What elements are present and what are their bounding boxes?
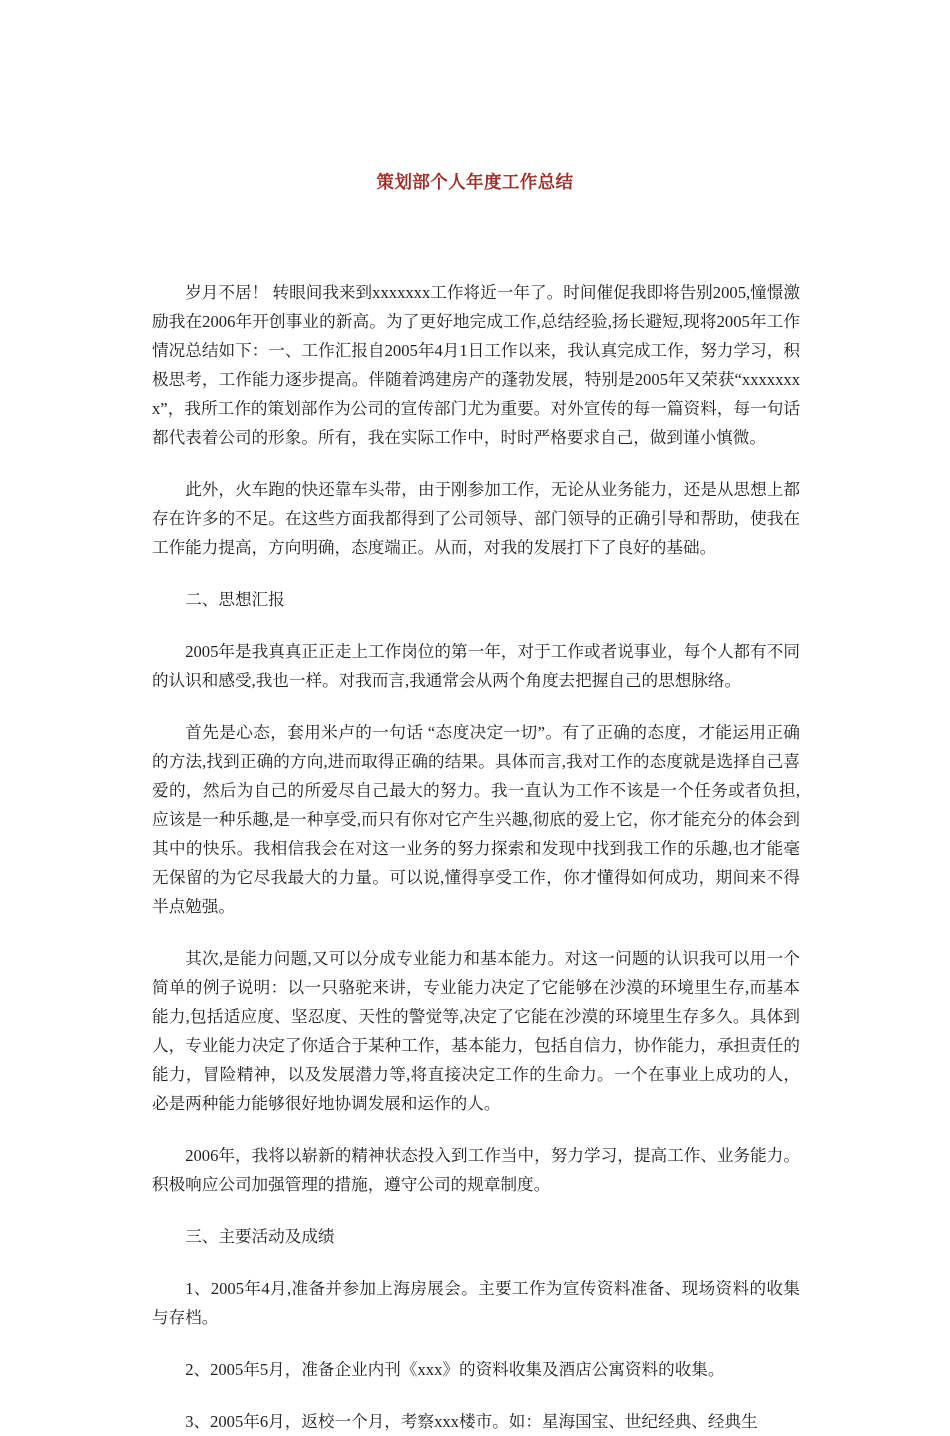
paragraph-attitude: 首先是心态，套用米卢的一句话 “态度决定一切”。有了正确的态度，才能运用正确的方法,找到正确的方向,进而取得正确的结果。具体而言,我对工作的态度就是选择自己喜爱的，然后为自己的所爱尽自己最大的努力。我一直认为工作不该是一个任务或者负担,应该是一种乐趣,是一种享受,而只有你对它产生兴趣,彻底的爱上它，你才能充分的体会到其中的快乐。我相信我会在对这一业务的努力探索和发现中找到我工作的乐趣,也才能毫无保留的为它尽我最大的力量。可以说,懂得享受工作，你才懂得如何成功，期间来不得半点勉强。 [152, 723, 800, 916]
section-heading-activities: 三、主要活动及成绩 [185, 1227, 335, 1246]
paragraph-outlook-2006: 2006年，我将以崭新的精神状态投入到工作当中，努力学习，提高工作、业务能力。积极响应公司加强管理的措施，遵守公司的规章制度。 [152, 1146, 800, 1194]
list-item-2: 2、2005年5月，准备企业内刊《xxx》的资料收集及酒店公寓资料的收集。 [185, 1360, 725, 1379]
document-body [152, 278, 800, 1436]
list-item-1: 1、2005年4月,准备并参加上海房展会。主要工作为宣传资料准备、现场资料的收集与存档。 [152, 1279, 800, 1327]
paragraph-ability: 其次,是能力问题,又可以分成专业能力和基本能力。对这一问题的认识我可以用一个简单的例子说明：以一只骆驼来讲，专业能力决定了它能够在沙漠的环境里生存,而基本能力,包括适应度、坚忍度、天性的警觉等,决定了它能在沙漠的环境里生存多久。具体到人，专业能力决定了你适合于某种工作，基本能力，包括自信力，协作能力，承担责任的能力，冒险精神，以及发展潜力等,将直接决定工作的生命力。一个在事业上成功的人，必是两种能力能够很好地协调发展和运作的人。 [152, 949, 800, 1113]
paragraph-first-year: 2005年是我真真正正走上工作岗位的第一年，对于工作或者说事业，每个人都有不同的认识和感受,我也一样。对我而言,我通常会从两个角度去把握自己的思想脉络。 [152, 642, 800, 690]
section-heading-thought-report: 二、思想汇报 [185, 590, 285, 609]
paragraph-shortcomings: 此外，火车跑的快还靠车头带，由于刚参加工作，无论从业务能力，还是从思想上都存在许多的不足。在这些方面我都得到了公司领导、部门领导的正确引导和帮助，使我在工作能力提高，方向明确，态度端正。从而，对我的发展打下了良好的基础。 [152, 480, 800, 557]
list-item-3: 3、2005年6月，返校一个月，考察xxx楼市。如：星海国宝、世纪经典、经典生 [185, 1412, 758, 1431]
page-title: 策划部个人年度工作总结 [376, 171, 574, 192]
paragraph-intro: 岁月不居！ 转眼间我来到xxxxxxx工作将近一年了。时间催促我即将告别2005,憧憬激励我在2006年开创事业的新高。为了更好地完成工作,总结经验,扬长避短,现将2005年工作情况总结如下：一、工作汇报自2005年4月1日工作以来，我认真完成工作，努力学习，积极思考，工作能力逐步提高。伴随着鸿建房产的蓬勃发展，特别是2005年又荣获“xxxxxxxx”，我所工作的策划部作为公司的宣传部门尤为重要。对外宣传的每一篇资料，每一句话都代表着公司的形象。所有，我在实际工作中，时时严格要求自己，做到谨小慎微。 [152, 283, 800, 447]
